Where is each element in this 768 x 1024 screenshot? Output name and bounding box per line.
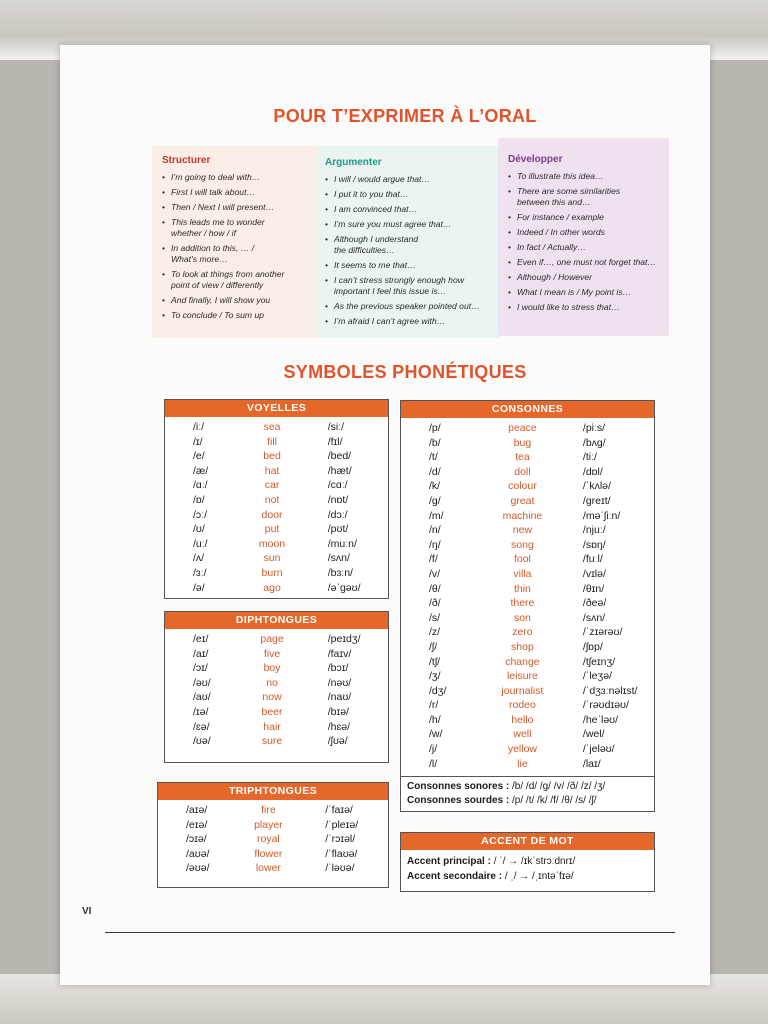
voiced-consonants-line: Consonnes sonores : /b/ /d/ /g/ /v/ /ð/ /z/ /ʒ/	[407, 781, 606, 792]
table-row	[165, 720, 388, 735]
consonants-body	[401, 418, 654, 776]
table-row	[158, 847, 388, 862]
example-word: hello	[511, 713, 534, 726]
table-row	[165, 420, 388, 435]
example-word: tea	[515, 451, 530, 464]
transcription: /ˈfaɪə/	[325, 804, 353, 816]
list-item: • Although I understand the difficulties…	[325, 234, 419, 255]
table-row	[165, 647, 388, 662]
phoneme-symbol: /v/	[429, 567, 441, 580]
phoneme-symbol: /ŋ/	[429, 538, 441, 551]
list-item: • Although / However	[508, 272, 592, 282]
phoneme-symbol: /æ/	[193, 464, 209, 477]
table-row	[165, 551, 388, 566]
phoneme-symbol: /ʃ/	[429, 640, 438, 653]
phoneme-symbol: /z/	[429, 626, 441, 639]
phoneme-symbol: /aɪə/	[186, 804, 208, 816]
phoneme-symbol: /əʊə/	[186, 862, 210, 875]
example-word: hair	[263, 720, 281, 733]
table-row	[165, 522, 388, 537]
phoneme-symbol: /g/	[429, 494, 441, 507]
table-row	[401, 509, 654, 524]
transcription: /dɒl/	[582, 465, 603, 478]
phoneme-symbol: /ʊə/	[193, 735, 211, 748]
table-row	[165, 537, 388, 552]
transcription: /fɪl/	[327, 435, 343, 448]
transcription: /ˈrəʊdɪəʊ/	[582, 699, 629, 712]
list-item: • As the previous speaker pointed out…	[325, 301, 480, 311]
list-item: • I put it to you that…	[325, 189, 409, 199]
example-word: song	[511, 538, 534, 551]
argumenter-heading: Argumenter	[325, 157, 382, 168]
list-item: • I’m going to deal with…	[162, 172, 261, 182]
list-item: • First I will talk about…	[162, 187, 256, 197]
table-row	[401, 436, 654, 451]
transcription: /laɪ/	[582, 757, 601, 770]
transcription: /piːs/	[582, 422, 606, 434]
table-row	[165, 581, 388, 596]
list-item: • I would like to stress that…	[508, 302, 620, 312]
phonetic-symbols-title: SYMBOLES PHONÉTIQUES	[283, 362, 527, 382]
list-item: • I’m sure you must agree that…	[325, 219, 452, 229]
list-item: • I am convinced that…	[325, 204, 418, 214]
example-word: well	[513, 728, 532, 741]
phoneme-symbol: /r/	[429, 699, 439, 712]
phoneme-symbol: /aʊə/	[186, 847, 210, 860]
transcription: /faɪv/	[327, 647, 352, 660]
table-row	[165, 676, 388, 691]
example-word: sun	[263, 552, 281, 565]
transcription: /hɛə/	[327, 720, 351, 733]
list-item: • And finally, I will show you	[162, 295, 271, 305]
argumenter-list	[325, 174, 500, 327]
list-item: • For instance / example	[508, 212, 604, 222]
oral-expression-title: POUR T’EXPRIMER À L’ORAL	[273, 106, 537, 126]
example-word: burn	[261, 566, 283, 579]
word-stress-table	[400, 832, 655, 892]
transcription: /peɪdʒ/	[327, 633, 361, 645]
primary-stress-line: Accent principal : / ˈ/ → /ɪkˈstrɔːdnrɪ/	[407, 856, 576, 867]
example-word: yellow	[507, 743, 538, 756]
list-item: • This leads me to wonder whether / how / if	[162, 217, 265, 238]
table-row	[158, 861, 388, 876]
table-row	[401, 713, 654, 728]
transcription: /ˈpleɪə/	[325, 818, 359, 831]
example-word: player	[254, 818, 283, 831]
table-row	[401, 494, 654, 509]
list-item: • In fact / Actually…	[508, 242, 586, 252]
table-row	[165, 478, 388, 493]
phoneme-symbol: /ɔɪə/	[186, 833, 207, 846]
list-item: • I will / would argue that…	[325, 174, 431, 184]
phoneme-symbol: /ɪə/	[193, 705, 209, 718]
phoneme-symbol: /m/	[429, 509, 444, 522]
table-row	[165, 464, 388, 479]
example-word: colour	[508, 480, 537, 493]
phoneme-symbol: /eɪ/	[193, 633, 209, 645]
example-word: machine	[502, 509, 543, 522]
transcription: /bɔɪ/	[327, 662, 349, 675]
example-word: door	[261, 508, 283, 521]
consonants-heading: CONSONNES	[401, 401, 654, 418]
transcription: /siː/	[327, 421, 345, 433]
transcription: /ʃʊə/	[327, 735, 348, 748]
transcription: /hæt/	[327, 464, 352, 477]
phoneme-symbol: /tʃ/	[429, 655, 441, 668]
structurer-heading: Structurer	[162, 155, 211, 166]
example-word: rodeo	[509, 699, 536, 712]
phoneme-symbol: /f/	[429, 553, 438, 566]
phoneme-symbol: /t/	[429, 451, 438, 464]
list-item: • It seems to me that…	[325, 260, 416, 270]
example-word: sea	[263, 421, 281, 433]
table-row	[401, 742, 654, 757]
phoneme-symbol: /ɜː/	[193, 566, 207, 579]
example-word: five	[263, 647, 281, 660]
transcription: /nəʊ/	[327, 676, 352, 689]
transcription: /əˈgəʊ/	[327, 581, 361, 594]
phoneme-symbol: /b/	[429, 436, 441, 449]
table-row	[165, 449, 388, 464]
table-row	[158, 803, 388, 818]
example-word: not	[264, 493, 280, 506]
consonants-table	[400, 400, 655, 812]
transcription: /ˈleʒə/	[582, 670, 612, 683]
developper-list	[508, 171, 669, 313]
phoneme-symbol: /ɑː/	[193, 479, 208, 492]
transcription: /ˈzɪərəʊ/	[582, 626, 623, 639]
triphthongs-body	[158, 800, 388, 876]
table-row	[401, 611, 654, 626]
example-word: page	[260, 633, 284, 645]
diphthongs-body	[165, 629, 388, 749]
example-word: bug	[513, 436, 532, 449]
transcription: /məˈʃiːn/	[582, 509, 621, 522]
transcription: /ˈflaʊə/	[325, 847, 358, 860]
phoneme-symbol: /ə/	[193, 581, 205, 594]
voiceless-consonants-line: Consonnes sourdes : /p/ /t/ /k/ /f/ /θ/ /s/ /ʃ/	[407, 795, 597, 806]
word-stress-heading: ACCENT DE MOT	[401, 833, 654, 850]
table-row	[165, 508, 388, 523]
secondary-stress-line: Accent secondaire : / ˌ/ → /ˌɪntəˈfɪə/	[407, 871, 574, 882]
table-row	[165, 435, 388, 450]
phoneme-symbol: /θ/	[429, 582, 441, 595]
example-word: son	[513, 611, 531, 624]
example-word: now	[262, 691, 282, 704]
table-row	[401, 582, 654, 597]
transcription: /ˈləʊə/	[325, 862, 355, 875]
list-item: • Then / Next I will present…	[162, 202, 275, 212]
example-word: peace	[508, 422, 537, 434]
phoneme-symbol: /l/	[429, 757, 438, 770]
list-item: • To conclude / To sum up	[162, 310, 264, 320]
phoneme-symbol: /ʌ/	[193, 552, 205, 565]
example-word: no	[266, 676, 278, 689]
list-item: • What I mean is / My point is…	[508, 287, 632, 297]
list-item: • To illustrate this idea…	[508, 171, 604, 181]
phoneme-symbol: /uː/	[193, 537, 208, 550]
table-row	[401, 684, 654, 699]
table-row	[165, 734, 388, 749]
table-row	[401, 465, 654, 480]
table-row	[165, 661, 388, 676]
footer-rule	[105, 932, 675, 933]
transcription: /vɪlə/	[582, 567, 606, 580]
table-row	[401, 596, 654, 611]
table-row	[165, 493, 388, 508]
phoneme-symbol: /j/	[429, 743, 438, 756]
transcription: /tiː/	[582, 451, 597, 464]
table-row	[401, 698, 654, 713]
phoneme-symbol: /d/	[429, 465, 441, 478]
transcription: /bed/	[327, 450, 352, 463]
phoneme-symbol: /k/	[429, 480, 441, 493]
transcription: /ˈdʒɜːnəlɪst/	[582, 684, 638, 697]
transcription: /ˈjeləʊ/	[582, 743, 615, 756]
example-word: doll	[514, 465, 531, 478]
example-word: sure	[261, 735, 283, 748]
list-item: • In addition to this, … / What’s more…	[162, 243, 255, 264]
transcription: /wel/	[582, 728, 605, 741]
list-item: • There are some similarities between this and…	[508, 186, 621, 207]
list-item: • To look at things from another point of view / differently	[162, 269, 285, 290]
phoneme-symbol: /eɪə/	[186, 818, 208, 831]
phoneme-symbol: /aɪ/	[193, 647, 209, 660]
table-row	[401, 567, 654, 582]
vowels-body	[165, 417, 388, 595]
list-item: • Indeed / In other words	[508, 227, 605, 237]
vowels-heading: VOYELLES	[165, 400, 388, 417]
transcription: /sʌn/	[582, 611, 606, 624]
triphthongs-heading: TRIPHTONGUES	[158, 783, 388, 800]
table-row	[158, 818, 388, 833]
example-word: lower	[255, 862, 281, 875]
phoneme-symbol: /ɒ/	[193, 493, 205, 506]
table-row	[401, 625, 654, 640]
example-word: new	[512, 524, 533, 537]
diphthongs-table	[164, 611, 389, 763]
example-word: fill	[267, 435, 277, 448]
phoneme-symbol: /ɔɪ/	[193, 662, 208, 675]
example-word: ago	[263, 581, 281, 594]
diphthongs-heading: DIPHTONGUES	[165, 612, 388, 629]
transcription: /bɜːn/	[327, 566, 353, 579]
example-word: car	[264, 479, 280, 492]
table-row	[401, 538, 654, 553]
table-row	[401, 757, 654, 772]
phoneme-symbol: /dʒ/	[429, 684, 447, 697]
table-row	[401, 640, 654, 655]
table-row	[401, 669, 654, 684]
example-word: fire	[261, 804, 276, 816]
example-word: flower	[254, 847, 283, 860]
list-item: • I can’t stress strongly enough how important I feel this issue is…	[325, 275, 464, 296]
phoneme-symbol: /w/	[429, 728, 443, 741]
phoneme-symbol: /e/	[193, 450, 205, 463]
vowels-table	[164, 399, 389, 599]
transcription: /heˈləʊ/	[582, 713, 619, 726]
table-row	[401, 552, 654, 567]
example-word: fool	[513, 553, 531, 566]
transcription: /pʊt/	[327, 523, 349, 536]
transcription: /bɪə/	[327, 705, 349, 718]
example-word: there	[510, 597, 535, 610]
phoneme-symbol: /p/	[429, 422, 441, 434]
phoneme-symbol: /ʒ/	[429, 670, 441, 683]
transcription: /muːn/	[327, 537, 357, 550]
transcription: /nɒt/	[327, 493, 349, 506]
phoneme-symbol: /ð/	[429, 597, 441, 610]
transcription: /naʊ/	[327, 691, 352, 704]
phoneme-symbol: /ɪ/	[193, 435, 203, 448]
example-word: boy	[263, 662, 281, 675]
table-row	[165, 566, 388, 581]
page-number: VI	[82, 906, 92, 917]
list-item: • Even if…, one must not forget that…	[508, 257, 657, 267]
example-word: moon	[258, 537, 286, 550]
example-word: beer	[261, 705, 283, 718]
list-item: • I’m afraid I can’t agree with…	[325, 316, 446, 326]
phoneme-symbol: /aʊ/	[193, 691, 211, 704]
phoneme-symbol: /ɔː/	[193, 508, 208, 521]
transcription: /ˈrɔɪəl/	[325, 833, 356, 846]
transcription: /njuː/	[582, 524, 606, 537]
transcription: /ðeə/	[582, 597, 607, 610]
developper-heading: Développer	[508, 154, 563, 165]
table-row	[401, 655, 654, 670]
phoneme-symbol: /h/	[429, 713, 441, 726]
phoneme-symbol: /ɛə/	[193, 720, 210, 733]
transcription: /cɑː/	[327, 479, 348, 492]
phoneme-symbol: /əʊ/	[193, 676, 211, 689]
table-row	[165, 690, 388, 705]
table-row	[401, 727, 654, 742]
phoneme-symbol: /s/	[429, 611, 441, 624]
transcription: /fuːl/	[582, 553, 603, 566]
phrases-developper-box	[498, 138, 669, 336]
example-word: leisure	[506, 670, 538, 683]
example-word: put	[264, 523, 280, 536]
table-row	[165, 632, 388, 647]
example-word: zero	[512, 626, 533, 639]
example-word: journalist	[501, 684, 544, 697]
example-word: villa	[513, 567, 532, 580]
example-word: shop	[511, 640, 534, 653]
table-row	[401, 479, 654, 494]
phrases-structurer-box	[152, 146, 317, 338]
table-row	[158, 832, 388, 847]
consonant-voicing-notes	[401, 776, 654, 811]
transcription: /tʃeɪnʒ/	[582, 655, 616, 668]
transcription: /sʌn/	[327, 552, 350, 565]
example-word: change	[505, 655, 540, 668]
structurer-list	[162, 172, 317, 321]
example-word: lie	[517, 757, 528, 770]
table-row	[401, 421, 654, 436]
transcription: /ʃɒp/	[582, 640, 603, 653]
example-word: bed	[263, 450, 281, 463]
example-word: great	[510, 494, 535, 507]
table-row	[165, 705, 388, 720]
table-row	[401, 523, 654, 538]
example-word: hat	[264, 464, 280, 477]
example-word: thin	[513, 582, 531, 595]
table-row	[401, 450, 654, 465]
phoneme-symbol: /iː/	[193, 421, 205, 433]
transcription: /θɪn/	[582, 582, 605, 595]
transcription: /dɔː/	[327, 508, 348, 521]
example-word: royal	[257, 833, 280, 846]
transcription: /greɪt/	[582, 494, 611, 507]
phoneme-symbol: /ʊ/	[193, 523, 205, 536]
triphthongs-table	[157, 782, 389, 888]
phoneme-symbol: /n/	[429, 524, 441, 537]
transcription: /ˈkʌlə/	[582, 480, 611, 493]
transcription: /bʌg/	[582, 436, 606, 449]
phrases-argumenter-box	[317, 146, 500, 338]
transcription: /sɒŋ/	[582, 538, 606, 551]
